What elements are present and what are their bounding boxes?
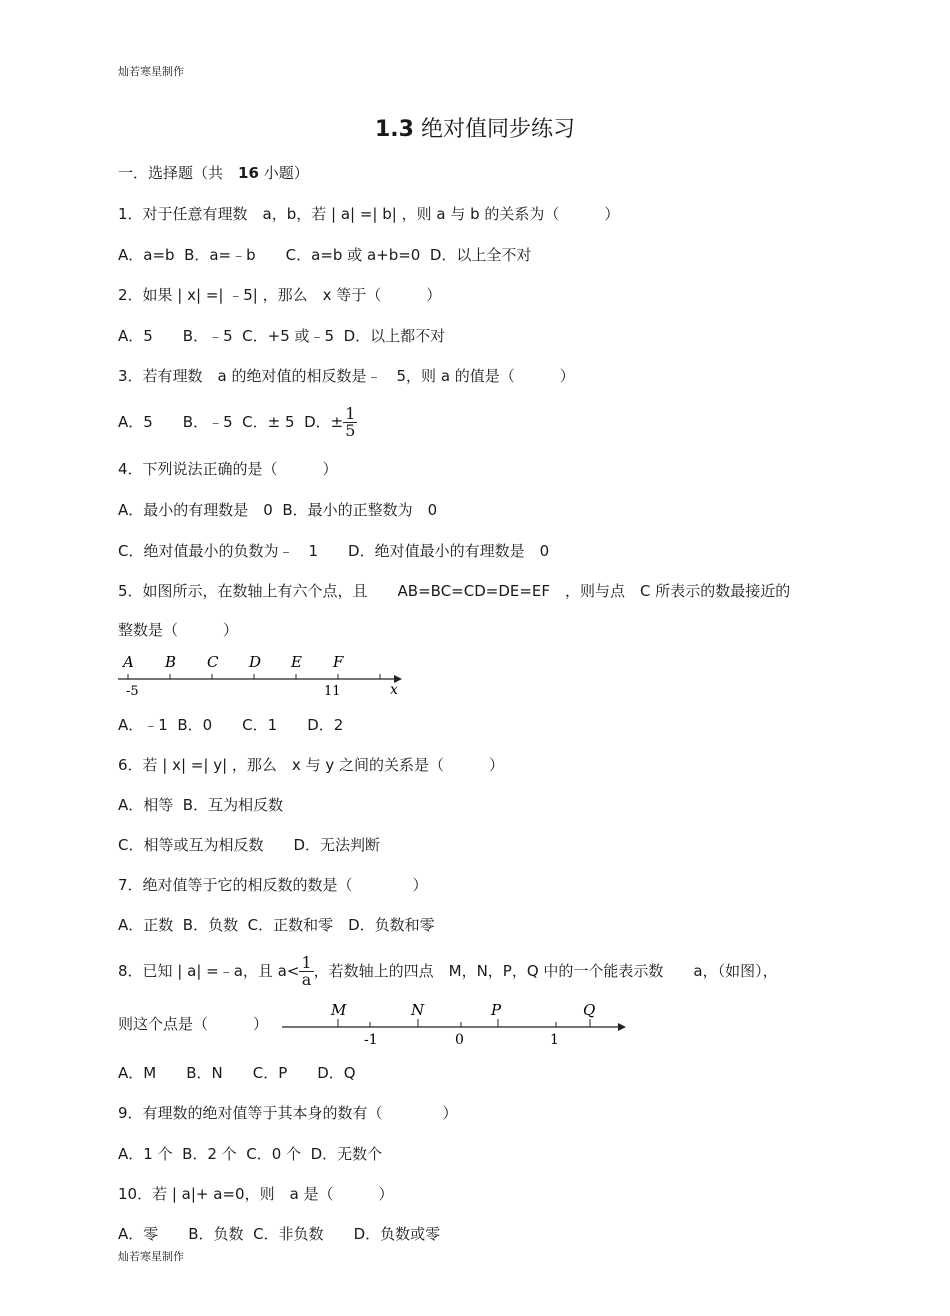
q5-point-b: B xyxy=(165,653,177,671)
q3-frac-numerator: 1 xyxy=(345,404,356,423)
q8-axis-arrow xyxy=(618,1023,626,1031)
q8-point-q: Q xyxy=(583,1001,596,1019)
q4-stem: 4．下列说法正确的是（ ） xyxy=(118,460,338,478)
q5-options: A．﹣1 B．0 C．1 D．2 xyxy=(118,716,344,734)
title-number: 1.3 xyxy=(375,117,414,142)
q5-point-e: E xyxy=(291,653,302,671)
page-footer: 灿若寒星制作 xyxy=(118,1250,184,1263)
q8-point-p: P xyxy=(491,1001,502,1019)
q6-options-2: C．相等或互为相反数 D．无法判断 xyxy=(118,836,381,854)
q5-right-value: 11 xyxy=(324,684,341,699)
q5-point-f: F xyxy=(333,653,344,671)
q6-stem: 6．若 | x| =| y| ，那么 x 与 y 之间的关系是（ ） xyxy=(118,756,504,774)
q8-frac-denominator: a xyxy=(301,970,312,989)
q3-stem: 3．若有理数 a 的绝对值的相反数是﹣ 5，则 a 的值是（ ） xyxy=(118,367,575,385)
q8-frac-numerator: 1 xyxy=(301,953,312,972)
q6-options-1: A．相等 B．互为相反数 xyxy=(118,796,284,814)
q5-point-a: A xyxy=(123,653,134,671)
q5-left-value: -5 xyxy=(126,684,139,699)
q8-stem-suffix: ，若数轴上的四点 M，N，P，Q 中的一个能表示数 a，（如图）， xyxy=(313,962,778,980)
q5-point-d: D xyxy=(249,653,262,671)
q5-stem-1: 5．如图所示，在数轴上有六个点，且 AB=BC=CD=DE=EF ，则与点 C 所表示的数最接近的 xyxy=(118,582,791,600)
section-suffix: 小题） xyxy=(263,164,309,182)
q2-options: A．5 B．﹣5 C．+5 或﹣5 D．以上都不对 xyxy=(118,327,446,345)
q8-stem-prefix: 8．已知 | a| =﹣a，且 a< xyxy=(118,962,300,980)
q1-options: A．a=b B．a=﹣b C．a=b 或 a+b=0 D．以上全不对 xyxy=(118,246,532,264)
q9-stem: 9．有理数的绝对值等于其本身的数有（ ） xyxy=(118,1104,458,1122)
q4-options-1: A．最小的有理数是 0 B．最小的正整数为 0 xyxy=(118,501,438,519)
q8-fraction xyxy=(299,955,313,988)
q5-point-c: C xyxy=(207,653,219,671)
q5-number-line xyxy=(112,648,412,700)
q8-number-line xyxy=(278,996,632,1048)
q1-stem: 1．对于任意有理数 a，b，若 | a| =| b| ，则 a 与 b 的关系为（ ） xyxy=(118,205,620,223)
section-prefix: 一．选择题（共 xyxy=(118,164,224,182)
q5-stem-2: 整数是（ ） xyxy=(118,621,239,639)
q4-options-2: C．绝对值最小的负数为﹣ 1 D．绝对值最小的有理数是 0 xyxy=(118,542,550,560)
q8-number-label-0: -1 xyxy=(364,1032,378,1048)
title-text: 绝对值同步练习 xyxy=(420,117,575,142)
q7-stem: 7．绝对值等于它的相反数的数是（ ） xyxy=(118,876,428,894)
q3-options xyxy=(118,402,357,442)
q10-options: A．零 B．负数 C．非负数 D．负数或零 xyxy=(118,1225,441,1243)
section-heading xyxy=(118,163,309,183)
q7-options: A．正数 B．负数 C．正数和零 D．负数和零 xyxy=(118,916,435,934)
q8-point-m: M xyxy=(331,1001,347,1019)
page-header: 灿若寒星制作 xyxy=(118,65,184,78)
page-title xyxy=(0,116,950,144)
q8-stem xyxy=(118,950,778,992)
q8-options: A．M B．N C．P D．Q xyxy=(118,1064,356,1082)
q5-axis-variable: x xyxy=(390,682,398,698)
section-count: 16 xyxy=(238,164,259,182)
q3-options-text: A．5 B．﹣5 C．± 5 D．± xyxy=(118,413,344,431)
q2-stem: 2．如果 | x| =| ﹣5| ，那么 x 等于（ ） xyxy=(118,286,442,304)
q8-point-n: N xyxy=(411,1001,425,1019)
q8-stem-2: 则这个点是（ ） xyxy=(118,1015,269,1033)
q3-fraction xyxy=(343,406,357,439)
q8-number-label-1: 0 xyxy=(455,1032,464,1048)
q9-options: A．1 个 B．2 个 C．0 个 D．无数个 xyxy=(118,1145,383,1163)
q8-number-label-2: 1 xyxy=(550,1032,559,1048)
q3-frac-denominator: 5 xyxy=(345,421,356,440)
q10-stem: 10．若 | a|+ a=0，则 a 是（ ） xyxy=(118,1185,394,1203)
